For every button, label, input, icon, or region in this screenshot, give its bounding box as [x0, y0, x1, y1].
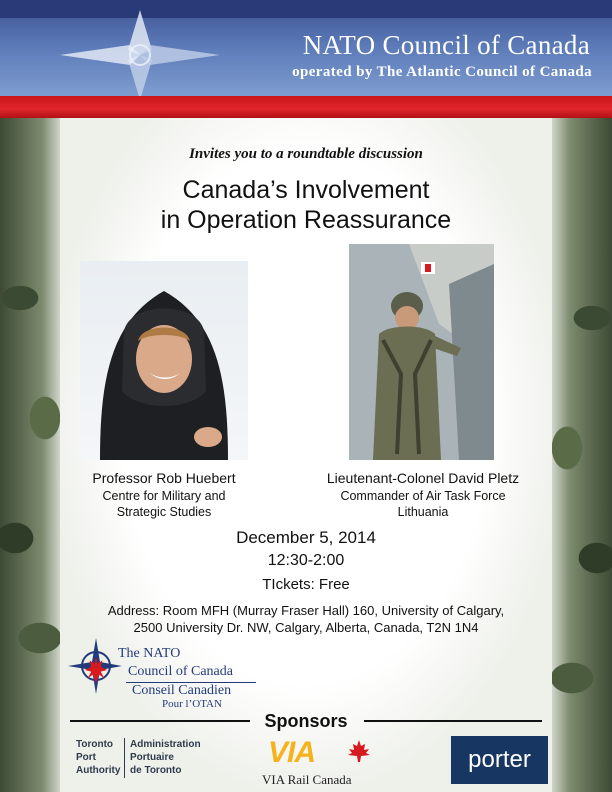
tpa-en-1: Toronto [76, 739, 114, 750]
tpa-en-2: Port [76, 752, 96, 763]
tpa-divider [124, 738, 125, 778]
speaker-role-2b: Lithuania [397, 505, 449, 519]
header-banner [0, 0, 612, 96]
event-title-line1: Canada’s Involvement [182, 176, 430, 204]
speaker-photo-huebert [80, 261, 248, 460]
sponsors-label: Sponsors [264, 711, 348, 731]
invite-line: Invites you to a roundtable discussion [189, 146, 423, 162]
maple-leaf-icon [346, 738, 372, 764]
header-red-band [0, 96, 612, 118]
nato-council-logo [66, 632, 266, 712]
speaker-role-1a: Centre for Military and [102, 489, 226, 503]
via-rail-logo [262, 736, 382, 788]
via-mark: VIA [268, 736, 316, 769]
header-subtitle: operated by The Atlantic Council of Canada [292, 64, 592, 80]
logo-line3: Conseil Canadien [132, 683, 232, 698]
speaker-role-2a: Commander of Air Task Force [340, 489, 506, 503]
tpa-fr-3: de Toronto [130, 765, 182, 776]
speaker-role-1b: Strategic Studies [116, 505, 212, 519]
speaker-name-1: Professor Rob Huebert [92, 470, 236, 486]
event-tickets: TIckets: Free [262, 576, 350, 593]
logo-line4: Pour l’OTAN [162, 698, 222, 710]
event-address-line2: 2500 University Dr. NW, Calgary, Alberta, Canada, T2N 1N4 [133, 620, 479, 635]
logo-line2: Council of Canada [128, 664, 233, 679]
porter-logo: porter [451, 736, 548, 784]
nato-compass-icon [60, 10, 220, 96]
event-time: 12:30-2:00 [267, 552, 345, 569]
via-text: VIA Rail Canada [262, 772, 352, 787]
speaker-photo-pletz [349, 244, 494, 460]
speaker-name-2: Lieutenant-Colonel David Pletz [326, 470, 520, 486]
tpa-fr-2: Portuaire [130, 752, 174, 763]
event-address-line1: Address: Room MFH (Murray Fraser Hall) 160, University of Calgary, [107, 603, 505, 618]
event-date: December 5, 2014 [236, 528, 376, 547]
tpa-fr-1: Administration [130, 739, 201, 750]
nato-star-icon [66, 632, 122, 702]
logo-line1: The NATO [118, 646, 181, 661]
header-title: NATO Council of Canada [302, 30, 590, 60]
event-title-line2: in Operation Reassurance [160, 206, 452, 234]
tpa-en-3: Authority [76, 765, 121, 776]
